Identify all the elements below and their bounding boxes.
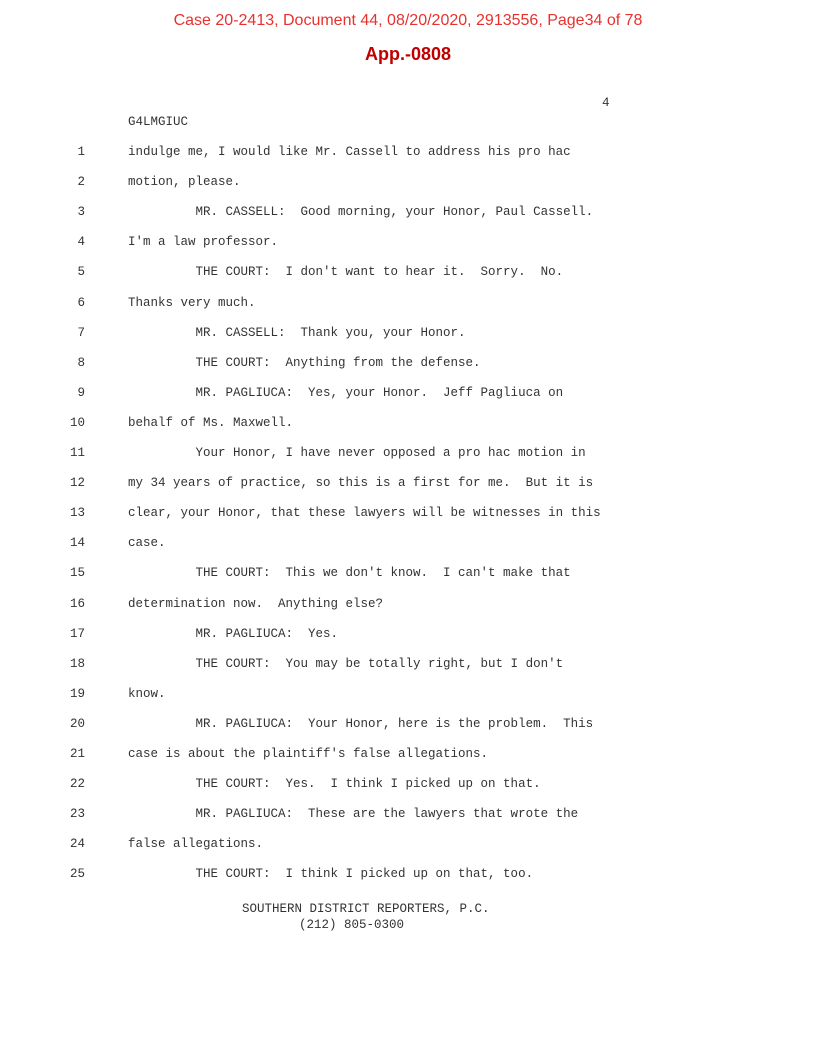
transcript-line	[0, 446, 816, 462]
line-text: I'm a law professor.	[128, 235, 279, 250]
line-number: 11	[69, 446, 85, 460]
transcript-line	[0, 175, 816, 191]
line-number: 22	[69, 777, 85, 792]
line-text: THE COURT: Yes. I think I picked up on that.	[128, 777, 541, 792]
transcript-line	[0, 536, 816, 552]
transcript-line	[0, 837, 816, 853]
line-text: MR. PAGLIUCA: These are the lawyers that wrote the	[128, 807, 579, 822]
line-text: MR. PAGLIUCA: Yes.	[128, 626, 339, 641]
line-text: indulge me, I would like Mr. Cassell to address his pro hac	[128, 145, 571, 159]
line-number: 15	[69, 566, 85, 581]
line-number: 10	[69, 415, 85, 430]
line-text: THE COURT: You may be totally right, but I don't	[128, 656, 564, 671]
line-text: Your Honor, I have never opposed a pro hac motion in	[128, 446, 586, 460]
transcript-line	[0, 687, 816, 703]
line-text: clear, your Honor, that these lawyers will be witnesses in this	[128, 506, 601, 521]
reporter-name: SOUTHERN DISTRICT REPORTERS, P.C.	[242, 902, 490, 916]
appendix-number: App.-0808	[364, 44, 452, 64]
transcript-line	[0, 296, 816, 312]
line-number: 6	[77, 295, 85, 310]
transcript-line	[0, 566, 816, 582]
line-text: MR. PAGLIUCA: Your Honor, here is the problem. This	[128, 716, 594, 731]
line-text: MR. PAGLIUCA: Yes, your Honor. Jeff Pagliuca on	[128, 385, 564, 400]
line-text: THE COURT: This we don't know. I can't make that	[128, 566, 571, 581]
line-number: 25	[69, 867, 85, 882]
transcript-line	[0, 807, 816, 823]
line-number: 7	[77, 325, 85, 340]
line-text: know.	[128, 686, 166, 701]
transcript-line	[0, 235, 816, 251]
line-text: motion, please.	[128, 175, 241, 190]
line-number: 16	[69, 596, 85, 611]
line-text: THE COURT: Anything from the defense.	[128, 355, 481, 370]
line-number: 12	[69, 476, 85, 491]
line-number: 5	[77, 265, 85, 280]
transcript-line	[0, 416, 816, 432]
line-text: MR. CASSELL: Good morning, your Honor, Paul Cassell.	[128, 205, 594, 220]
line-text: case is about the plaintiff's false allegations.	[128, 747, 489, 761]
transcript-line	[0, 506, 816, 522]
line-text: false allegations.	[128, 837, 264, 852]
line-number: 13	[69, 506, 85, 521]
transcript-line	[0, 867, 816, 883]
line-number: 24	[69, 837, 85, 852]
line-number: 2	[77, 175, 85, 190]
page-number: 4	[602, 96, 610, 110]
transcript-code: G4LMGIUC	[128, 115, 189, 129]
line-text: behalf of Ms. Maxwell.	[128, 415, 294, 430]
transcript-line	[0, 265, 816, 281]
reporter-phone: (212) 805-0300	[299, 918, 405, 932]
line-number: 17	[69, 626, 85, 641]
transcript-line	[0, 476, 816, 492]
line-number: 4	[77, 235, 85, 250]
line-text: case.	[128, 536, 166, 551]
transcript-line	[0, 597, 816, 613]
line-number: 21	[69, 747, 85, 761]
line-text: determination now. Anything else?	[128, 596, 384, 611]
transcript-line	[0, 356, 816, 372]
case-header: Case 20-2413, Document 44, 08/20/2020, 2913556, Page34 of 78	[173, 12, 643, 29]
line-number: 19	[69, 686, 85, 701]
transcript-line	[0, 326, 816, 342]
line-number: 1	[77, 145, 85, 159]
transcript-line	[0, 627, 816, 643]
line-number: 8	[77, 355, 85, 370]
transcript-line	[0, 717, 816, 733]
line-number: 3	[77, 205, 85, 220]
line-number: 9	[77, 385, 85, 400]
transcript-line	[0, 657, 816, 673]
line-text: MR. CASSELL: Thank you, your Honor.	[128, 325, 466, 340]
line-number: 23	[69, 807, 85, 822]
line-number: 14	[69, 536, 85, 551]
line-text: THE COURT: I think I picked up on that, too.	[128, 867, 534, 882]
line-number: 20	[69, 716, 85, 731]
transcript-line	[0, 386, 816, 402]
line-number: 18	[69, 656, 85, 671]
transcript-line	[0, 747, 816, 763]
line-text: THE COURT: I don't want to hear it. Sorry. No.	[128, 265, 564, 280]
transcript-line	[0, 205, 816, 221]
line-text: Thanks very much.	[128, 295, 256, 310]
transcript-line	[0, 145, 816, 161]
line-text: my 34 years of practice, so this is a first for me. But it is	[128, 476, 594, 491]
transcript-line	[0, 777, 816, 793]
